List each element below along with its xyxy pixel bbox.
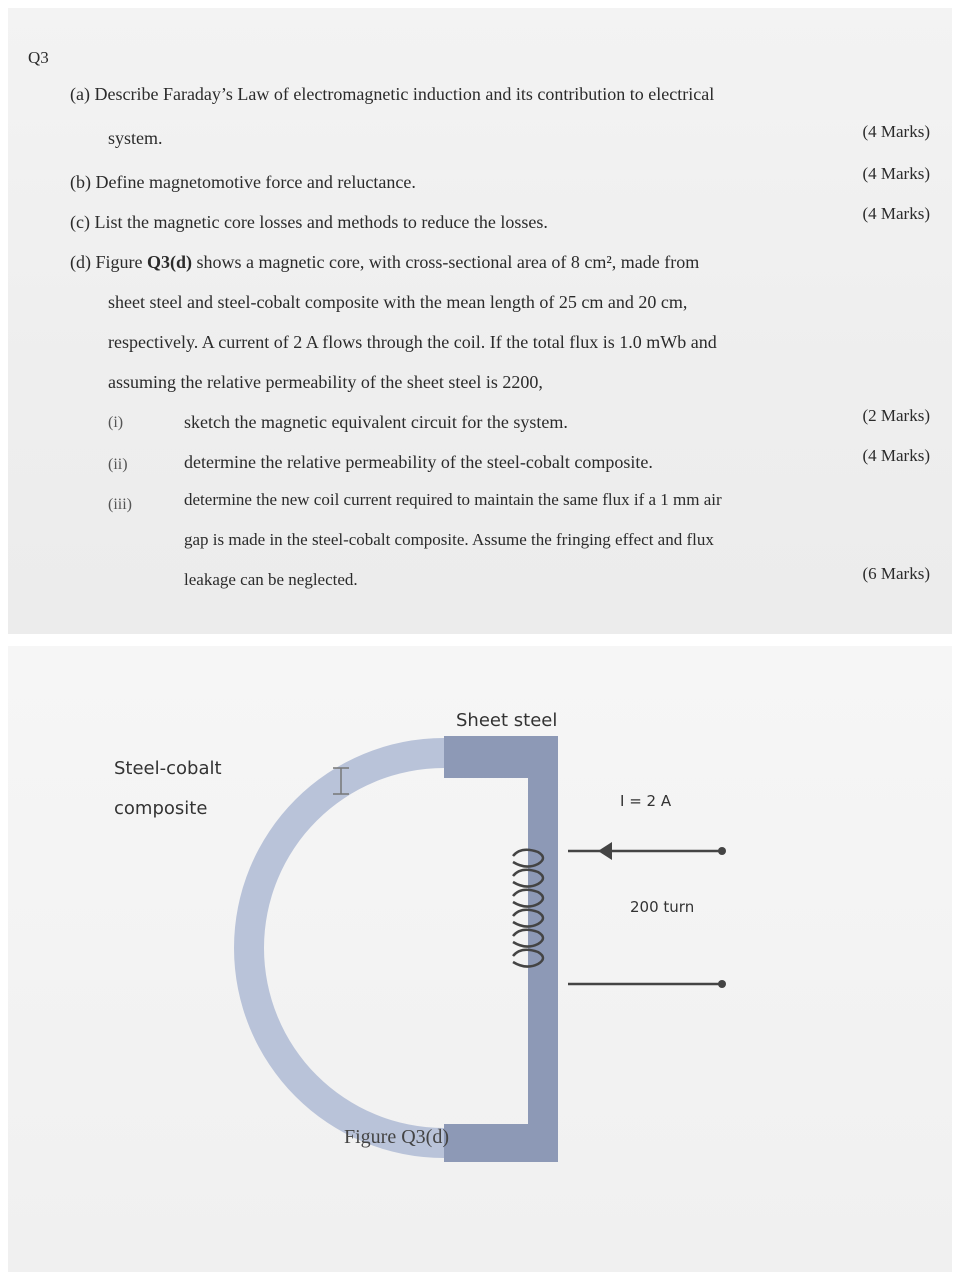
sub-iii-number: (iii)	[108, 496, 132, 513]
current-arrow-head	[598, 842, 612, 860]
turns-label: 200 turn	[630, 898, 695, 916]
sub-iii-line-2: gap is made in the steel-cobalt composite. Assume the fringing effect and flux	[184, 530, 714, 549]
sub-i-number: (i)	[108, 414, 124, 431]
part-c-marks: (4 Marks)	[862, 204, 930, 223]
part-b-text: (b) Define magnetomotive force and reluctance.	[70, 172, 416, 192]
figure-photo	[8, 646, 952, 1272]
sub-i-text: sketch the magnetic equivalent circuit for the system.	[184, 412, 568, 432]
current-label: I = 2 A	[620, 792, 672, 810]
sub-ii-number: (ii)	[108, 456, 128, 473]
sub-iii-line-3: leakage can be neglected.	[184, 570, 358, 589]
part-d-line-3: respectively. A current of 2 A flows through the coil. If the total flux is 1.0 mWb and	[108, 332, 717, 352]
terminal-top	[718, 847, 726, 855]
sub-iii-line-1: determine the new coil current required to maintain the same flux if a 1 mm air	[184, 490, 722, 509]
sub-iii-marks: (6 Marks)	[862, 564, 930, 583]
part-a-line-1: (a) Describe Faraday’s Law of electromagnetic induction and its contribution to electrical	[70, 84, 715, 104]
figure-reference: Q3(d)	[146, 252, 192, 272]
steel-cobalt-label-line-1: Steel-cobalt	[114, 758, 222, 779]
part-b-marks: (4 Marks)	[862, 164, 930, 183]
sheet-steel-core	[444, 736, 558, 1162]
part-d-line-2: sheet steel and steel-cobalt composite with the mean length of 25 cm and 20 cm,	[108, 292, 688, 312]
part-d-line-4: assuming the relative permeability of the sheet steel is 2200,	[108, 372, 543, 392]
part-c-text: (c) List the magnetic core losses and methods to reduce the losses.	[70, 212, 548, 232]
sub-ii-text: determine the relative permeability of the steel-cobalt composite.	[184, 452, 653, 472]
question-photo	[8, 8, 952, 634]
part-d-line-1	[70, 252, 699, 273]
question-number: Q3	[28, 48, 49, 67]
part-d-line-1-rest: shows a magnetic core, with cross-sectional area of 8 cm², made from	[191, 252, 700, 272]
figure-caption: Figure Q3(d)	[344, 1126, 449, 1148]
sub-i-marks: (2 Marks)	[862, 406, 930, 425]
steel-cobalt-core	[234, 738, 444, 1158]
magnetic-core-diagram	[8, 646, 952, 1272]
part-a-line-2: system.	[108, 128, 163, 148]
terminal-bottom	[718, 980, 726, 988]
steel-cobalt-label-line-2: composite	[114, 798, 208, 819]
sub-ii-marks: (4 Marks)	[862, 446, 930, 465]
part-a-marks: (4 Marks)	[862, 122, 930, 141]
sheet-steel-label: Sheet steel	[456, 710, 558, 731]
part-d-prefix: (d) Figure	[70, 252, 147, 272]
